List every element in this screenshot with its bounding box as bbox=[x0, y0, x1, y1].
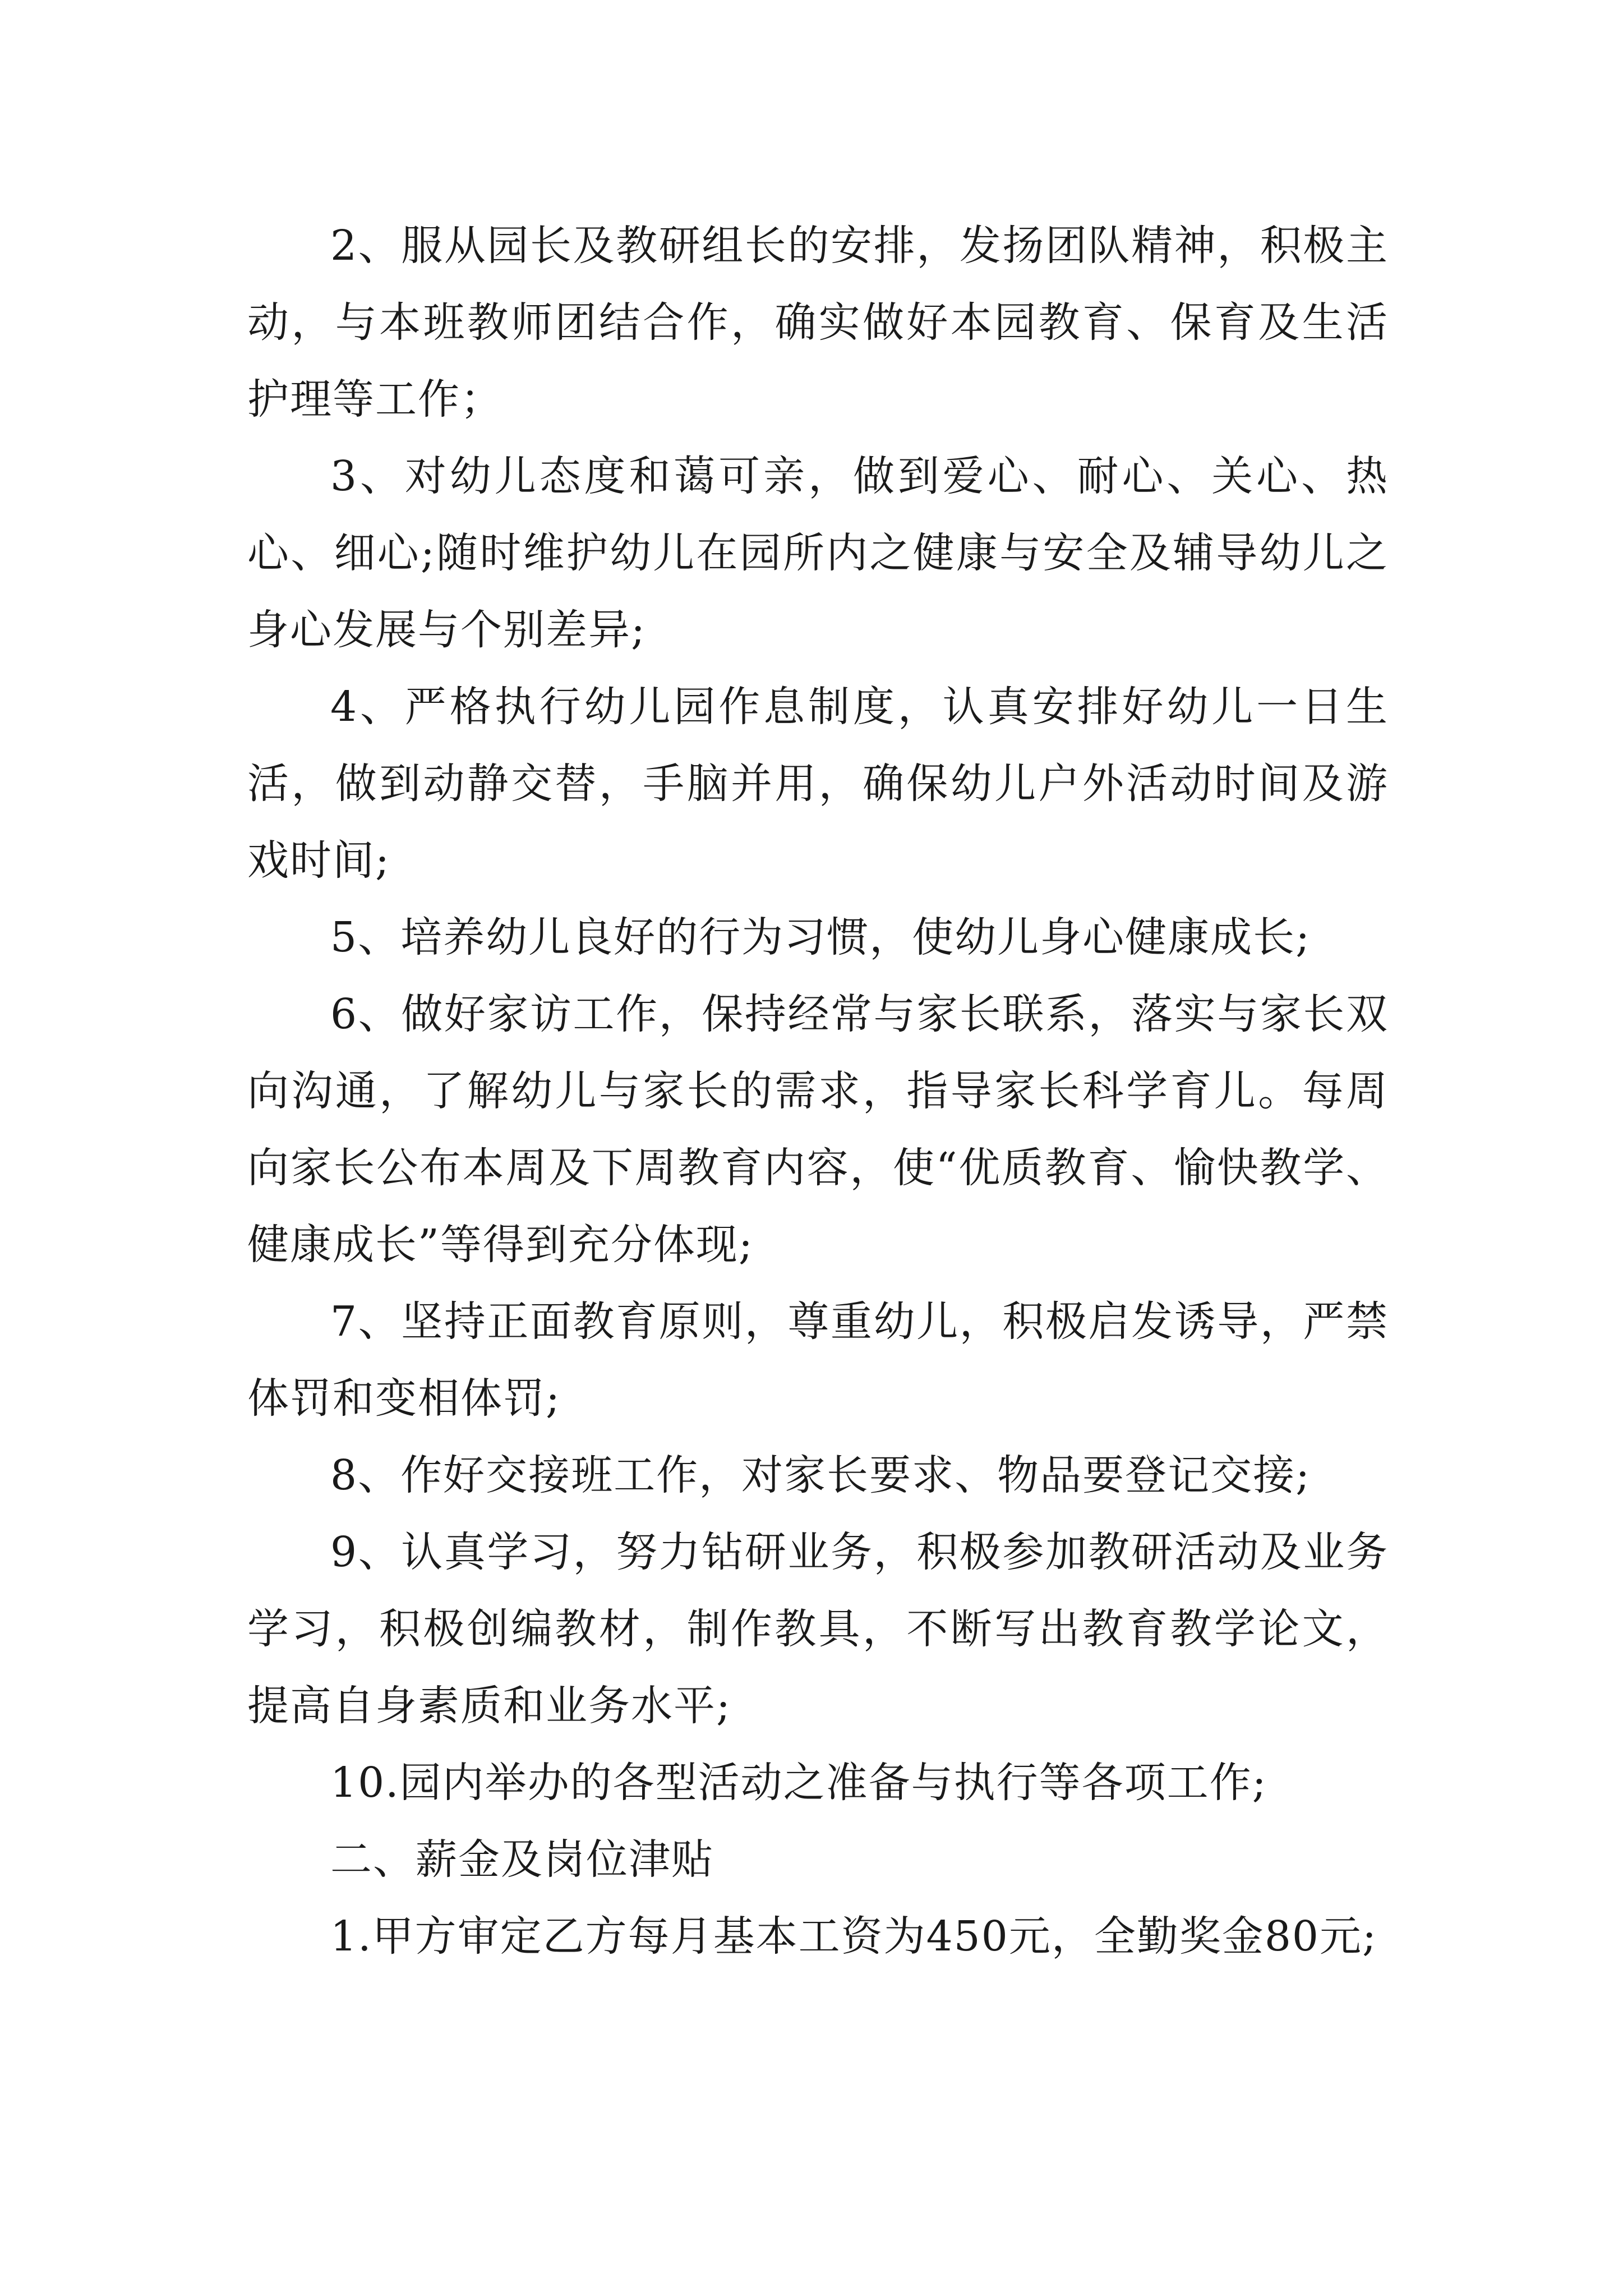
paragraph-duty-9: 9、认真学习，努力钻研业务，积极参加教研活动及业务学习，积极创编教材，制作教具，不断写出教育教学论文，提高自身素质和业务水平; bbox=[247, 1528, 1389, 1730]
paragraph-duty-6: 6、做好家访工作，保持经常与家长联系，落实与家长双向沟通，了解幼儿与家长的需求，指导家长科学育儿。每周向家长公布本周及下周教育内容，使“优质教育、愉快教学、健康成长”等得到充分体现; bbox=[247, 990, 1389, 1269]
paragraph-duty-4: 4、严格执行幼儿园作息制度，认真安排好幼儿一日生活，做到动静交替，手脑并用，确保幼儿户外活动时间及游戏时间; bbox=[247, 683, 1389, 885]
paragraph-duty-8: 8、作好交接班工作，对家长要求、物品要登记交接; bbox=[330, 1451, 1311, 1499]
paragraph-duty-3: 3、对幼儿态度和蔼可亲，做到爱心、耐心、关心、热心、细心;随时维护幼儿在园所内之健康与安全及辅导幼儿之身心发展与个别差异; bbox=[247, 452, 1389, 654]
document-body bbox=[247, 208, 1389, 1975]
paragraph-duty-2: 2、服从园长及教研组长的安排，发扬团队精神，积极主动，与本班教师团结合作，确实做好本园教育、保育及生活护理等工作； bbox=[247, 222, 1389, 424]
paragraph-duty-10: 10.园内举办的各型活动之准备与执行等各项工作; bbox=[330, 1759, 1267, 1807]
paragraph-duty-7: 7、坚持正面教育原则，尊重幼儿，积极启发诱导，严禁体罚和变相体罚; bbox=[247, 1297, 1389, 1423]
section-heading-salary: 二、薪金及岗位津贴 bbox=[330, 1835, 714, 1884]
paragraph-duty-5: 5、培养幼儿良好的行为习惯，使幼儿身心健康成长; bbox=[330, 913, 1311, 961]
paragraph-salary-1: 1.甲方审定乙方每月基本工资为450元，全勤奖金80元; bbox=[330, 1912, 1377, 1961]
